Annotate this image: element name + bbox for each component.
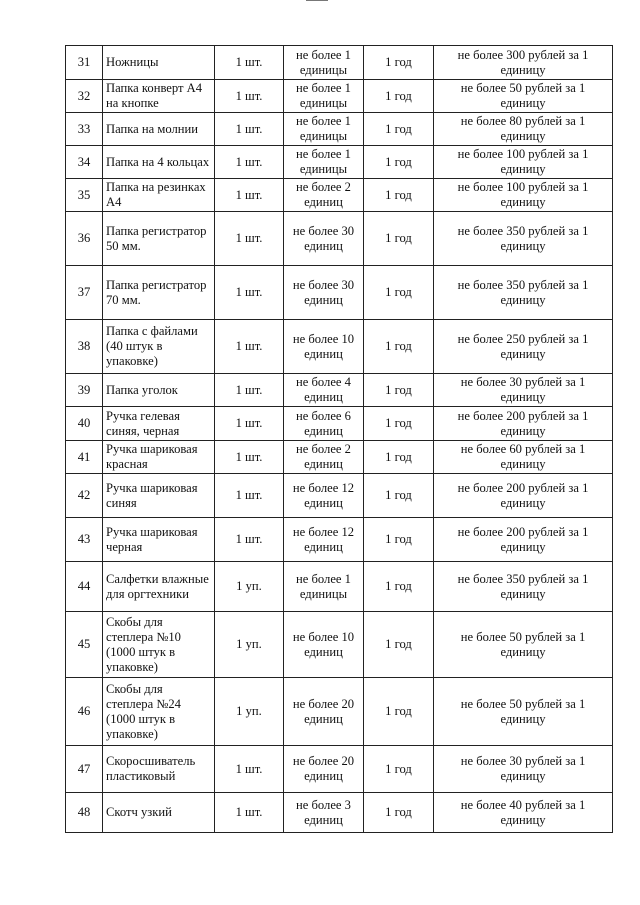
quantity-cell: не более 1 единицы <box>284 562 364 612</box>
unit-cell: 1 уп. <box>215 562 284 612</box>
item-name: Папка на 4 кольцах <box>103 146 215 179</box>
price-cell: не более 350 рублей за 1 единицу <box>434 562 613 612</box>
price-cell: не более 60 рублей за 1 единицу <box>434 441 613 474</box>
price-cell: не более 300 рублей за 1 единицу <box>434 46 613 80</box>
item-name: Папка на резинках А4 <box>103 179 215 212</box>
row-number: 32 <box>66 80 103 113</box>
unit-cell: 1 шт. <box>215 146 284 179</box>
table-row <box>66 179 613 212</box>
unit-cell: 1 шт. <box>215 374 284 407</box>
quantity-cell: не более 20 единиц <box>284 678 364 746</box>
row-number: 46 <box>66 678 103 746</box>
item-name: Папка регистратор 50 мм. <box>103 212 215 266</box>
table-row <box>66 113 613 146</box>
term-cell: 1 год <box>364 113 434 146</box>
row-number: 41 <box>66 441 103 474</box>
item-name: Ручка шариковая синяя <box>103 474 215 518</box>
term-cell: 1 год <box>364 80 434 113</box>
term-cell: 1 год <box>364 46 434 80</box>
unit-cell: 1 уп. <box>215 678 284 746</box>
item-name: Папка на молнии <box>103 113 215 146</box>
item-name: Скотч узкий <box>103 793 215 833</box>
table-row <box>66 320 613 374</box>
table-row <box>66 518 613 562</box>
unit-cell: 1 шт. <box>215 212 284 266</box>
price-cell: не более 350 рублей за 1 единицу <box>434 266 613 320</box>
table-row <box>66 793 613 833</box>
unit-cell: 1 шт. <box>215 80 284 113</box>
price-cell: не более 50 рублей за 1 единицу <box>434 80 613 113</box>
table-row <box>66 746 613 793</box>
table-row <box>66 612 613 678</box>
item-name: Папка с файлами (40 штук в упаковке) <box>103 320 215 374</box>
price-cell: не более 100 рублей за 1 единицу <box>434 179 613 212</box>
table-row <box>66 212 613 266</box>
page-top-mark <box>306 0 328 5</box>
term-cell: 1 год <box>364 441 434 474</box>
term-cell: 1 год <box>364 518 434 562</box>
row-number: 45 <box>66 612 103 678</box>
row-number: 38 <box>66 320 103 374</box>
quantity-cell: не более 3 единиц <box>284 793 364 833</box>
term-cell: 1 год <box>364 266 434 320</box>
term-cell: 1 год <box>364 793 434 833</box>
unit-cell: 1 шт. <box>215 320 284 374</box>
row-number: 40 <box>66 407 103 441</box>
unit-cell: 1 шт. <box>215 793 284 833</box>
row-number: 37 <box>66 266 103 320</box>
table-body <box>66 46 613 833</box>
unit-cell: 1 шт. <box>215 441 284 474</box>
quantity-cell: не более 2 единиц <box>284 179 364 212</box>
price-cell: не более 40 рублей за 1 единицу <box>434 793 613 833</box>
item-name: Салфетки влажные для оргтехники <box>103 562 215 612</box>
price-cell: не более 50 рублей за 1 единицу <box>434 612 613 678</box>
table-row <box>66 441 613 474</box>
row-number: 48 <box>66 793 103 833</box>
item-name: Скобы для степлера №24 (1000 штук в упаковке) <box>103 678 215 746</box>
term-cell: 1 год <box>364 474 434 518</box>
price-cell: не более 80 рублей за 1 единицу <box>434 113 613 146</box>
row-number: 44 <box>66 562 103 612</box>
quantity-cell: не более 10 единиц <box>284 320 364 374</box>
item-name: Скобы для степлера №10 (1000 штук в упаковке) <box>103 612 215 678</box>
quantity-cell: не более 1 единицы <box>284 80 364 113</box>
supplies-table <box>65 45 613 833</box>
table-row <box>66 80 613 113</box>
price-cell: не более 200 рублей за 1 единицу <box>434 518 613 562</box>
unit-cell: 1 шт. <box>215 179 284 212</box>
price-cell: не более 200 рублей за 1 единицу <box>434 407 613 441</box>
table-row <box>66 474 613 518</box>
item-name: Скоросшиватель пластиковый <box>103 746 215 793</box>
table-row <box>66 374 613 407</box>
unit-cell: 1 шт. <box>215 407 284 441</box>
price-cell: не более 250 рублей за 1 единицу <box>434 320 613 374</box>
price-cell: не более 100 рублей за 1 единицу <box>434 146 613 179</box>
item-name: Ручка шариковая черная <box>103 518 215 562</box>
unit-cell: 1 шт. <box>215 746 284 793</box>
row-number: 42 <box>66 474 103 518</box>
row-number: 47 <box>66 746 103 793</box>
item-name: Папка конверт А4 на кнопке <box>103 80 215 113</box>
quantity-cell: не более 6 единиц <box>284 407 364 441</box>
table-row <box>66 562 613 612</box>
term-cell: 1 год <box>364 678 434 746</box>
table-row <box>66 407 613 441</box>
table-row <box>66 46 613 80</box>
quantity-cell: не более 10 единиц <box>284 612 364 678</box>
row-number: 31 <box>66 46 103 80</box>
quantity-cell: не более 20 единиц <box>284 746 364 793</box>
item-name: Ручка гелевая синяя, черная <box>103 407 215 441</box>
unit-cell: 1 шт. <box>215 113 284 146</box>
row-number: 33 <box>66 113 103 146</box>
table-row <box>66 678 613 746</box>
unit-cell: 1 шт. <box>215 46 284 80</box>
price-cell: не более 350 рублей за 1 единицу <box>434 212 613 266</box>
price-cell: не более 30 рублей за 1 единицу <box>434 746 613 793</box>
item-name: Ножницы <box>103 46 215 80</box>
item-name: Папка регистратор 70 мм. <box>103 266 215 320</box>
unit-cell: 1 шт. <box>215 266 284 320</box>
quantity-cell: не более 1 единицы <box>284 46 364 80</box>
item-name: Ручка шариковая красная <box>103 441 215 474</box>
term-cell: 1 год <box>364 320 434 374</box>
term-cell: 1 год <box>364 562 434 612</box>
row-number: 34 <box>66 146 103 179</box>
quantity-cell: не более 12 единиц <box>284 474 364 518</box>
term-cell: 1 год <box>364 746 434 793</box>
term-cell: 1 год <box>364 146 434 179</box>
quantity-cell: не более 1 единицы <box>284 146 364 179</box>
quantity-cell: не более 30 единиц <box>284 266 364 320</box>
row-number: 35 <box>66 179 103 212</box>
unit-cell: 1 шт. <box>215 518 284 562</box>
unit-cell: 1 уп. <box>215 612 284 678</box>
table-row <box>66 266 613 320</box>
quantity-cell: не более 1 единицы <box>284 113 364 146</box>
price-cell: не более 30 рублей за 1 единицу <box>434 374 613 407</box>
term-cell: 1 год <box>364 179 434 212</box>
quantity-cell: не более 12 единиц <box>284 518 364 562</box>
unit-cell: 1 шт. <box>215 474 284 518</box>
term-cell: 1 год <box>364 407 434 441</box>
quantity-cell: не более 4 единиц <box>284 374 364 407</box>
row-number: 43 <box>66 518 103 562</box>
term-cell: 1 год <box>364 212 434 266</box>
table-row <box>66 146 613 179</box>
item-name: Папка уголок <box>103 374 215 407</box>
quantity-cell: не более 30 единиц <box>284 212 364 266</box>
price-cell: не более 200 рублей за 1 единицу <box>434 474 613 518</box>
quantity-cell: не более 2 единиц <box>284 441 364 474</box>
term-cell: 1 год <box>364 612 434 678</box>
row-number: 36 <box>66 212 103 266</box>
row-number: 39 <box>66 374 103 407</box>
term-cell: 1 год <box>364 374 434 407</box>
price-cell: не более 50 рублей за 1 единицу <box>434 678 613 746</box>
